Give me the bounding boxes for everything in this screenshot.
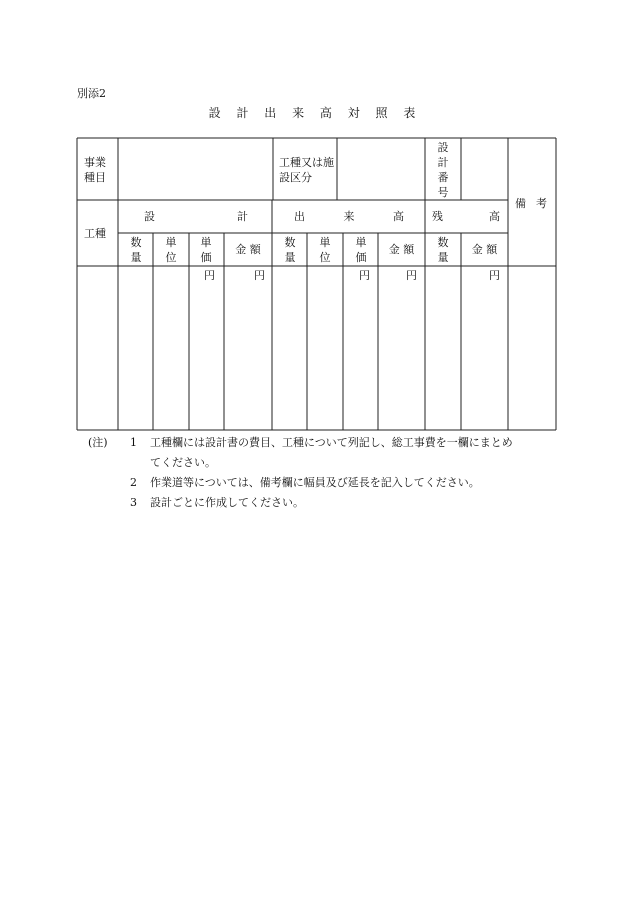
design-unit-header: 単位 [165,236,177,264]
remarks-label: 備考 [515,197,557,210]
notes-section [88,433,555,513]
yen-mark-design-unit-price: 円 [204,269,215,282]
note-item [88,473,555,493]
note-text: 設計ごとに作成してください。 [150,496,304,509]
remaining-group-header [432,209,500,224]
remaining-quantity-header: 数量 [437,236,449,264]
design-char-2: 計 [237,210,248,223]
completed-char-2: 来 [343,210,355,223]
completed-quantity-header: 数量 [284,236,296,264]
remaining-char-1: 残 [432,210,443,223]
note-number: 2 [130,476,137,489]
yen-mark-design-amount: 円 [254,269,265,282]
attachment-label: 別添2 [77,87,106,100]
completed-unit-price-header: 単価 [355,236,367,264]
completed-amount-header: 金 額 [388,243,415,256]
yen-mark-remaining-amount: 円 [489,269,500,282]
design-amount-header: 金 額 [235,243,261,256]
note-number: 1 [130,436,137,449]
business-type-label: 事業種目 [84,156,106,184]
notes-label: (注) [88,436,108,449]
note-text: 工種欄には設計書の費目、工種について列記し、総工事費を一欄にまとめ [150,436,513,449]
yen-mark-completed-amount: 円 [406,269,417,282]
note-item [88,493,555,513]
construction-facility-label: 工種又は施設区分 [279,156,334,184]
completed-group-header [294,209,404,224]
design-number-label: 設計番号 [437,141,449,199]
work-type-label: 工種 [84,227,106,240]
design-unit-price-header: 単価 [200,236,212,264]
completed-char-3: 高 [393,210,404,223]
yen-mark-completed-unit-price: 円 [359,269,370,282]
remaining-char-2: 高 [489,210,500,223]
page-title: 設 計 出 来 高 対 照 表 [208,106,422,120]
completed-unit-header: 単位 [319,236,331,264]
completed-char-1: 出 [294,210,305,223]
remaining-amount-header: 金 額 [471,243,498,256]
design-group-header [144,209,248,224]
note-number: 3 [130,496,137,509]
note-text: 作業道等については、備考欄に幅員及び延長を記入してください。 [150,476,480,489]
note-item [88,433,555,453]
design-quantity-header: 数量 [130,236,142,264]
note-continuation: てください。 [150,456,216,469]
design-char-1: 設 [144,210,155,223]
